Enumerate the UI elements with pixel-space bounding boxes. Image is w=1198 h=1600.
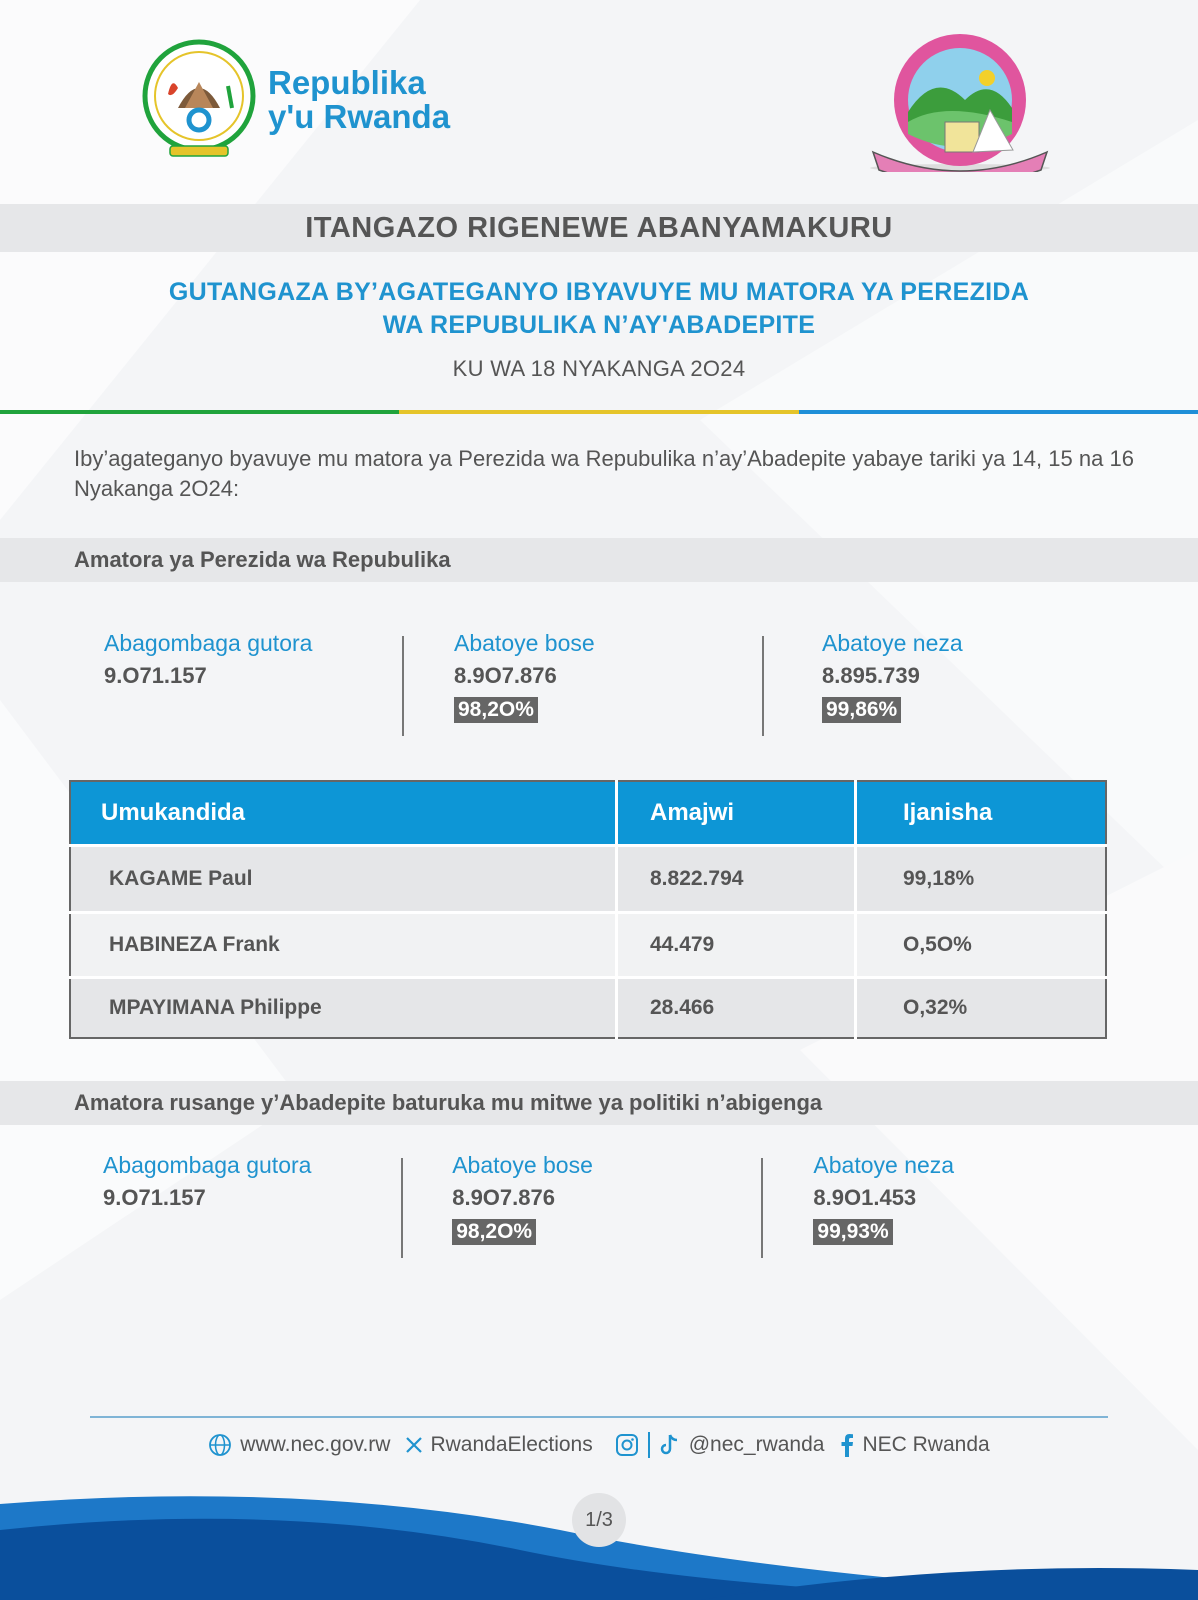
stat-label: Abatoye neza <box>813 1152 955 1178</box>
subtitle-line1: GUTANGAZA BY’AGATEGANYO IBYAVUYE MU MATORA YA PEREZIDA <box>168 278 1030 306</box>
stat-value: 9.O71.157 <box>103 1185 206 1210</box>
logo-text-line2: y'u Rwanda <box>268 98 451 135</box>
page-title-text: ITANGAZO RIGENEWE ABANYAMAKURU <box>305 211 893 244</box>
presidential-stats <box>104 630 1004 723</box>
subtitle-line2: WA REPUBULIKA N’AY'ABADEPITE <box>382 311 816 339</box>
col-header-candidate: Umukandida <box>70 781 617 846</box>
stat-value: 8.9O7.876 <box>454 663 557 688</box>
section-heading-parliamentary <box>0 1081 1198 1125</box>
stat-value: 8.9O1.453 <box>813 1185 917 1210</box>
logo-text-line1: Republika <box>268 64 426 101</box>
stat-label: Abatoye bose <box>452 1152 593 1178</box>
col-header-percent: Ijanisha <box>856 781 1107 846</box>
footer-facebook[interactable] <box>840 1433 989 1457</box>
facebook-icon <box>840 1433 854 1457</box>
republika-logo <box>140 38 450 162</box>
page-number: 1/3 <box>572 1493 626 1547</box>
subtitle <box>0 276 1198 342</box>
stat-percent-badge: 99,86% <box>822 697 901 723</box>
parliamentary-stats <box>103 1152 1003 1245</box>
x-logo-icon <box>406 1437 422 1453</box>
globe-icon <box>208 1433 232 1457</box>
stat-voted <box>452 1152 813 1245</box>
section-heading-text: Amatora rusange y’Abadepite baturuka mu mitwe ya politiki n’abigenga <box>74 1090 823 1115</box>
table-row <box>70 978 1106 1039</box>
col-header-votes: Amajwi <box>617 781 856 846</box>
section-heading-presidential <box>0 538 1198 582</box>
candidate-name: HABINEZA Frank <box>70 913 617 978</box>
stat-percent-badge: 98,2O% <box>454 697 538 723</box>
website-text: www.nec.gov.rw <box>240 1433 391 1456</box>
candidate-percent: O,5O% <box>856 913 1107 978</box>
candidate-name: KAGAME Paul <box>70 846 617 913</box>
footer-contacts <box>0 1432 1198 1458</box>
stat-percent-badge: 98,2O% <box>452 1219 536 1245</box>
stat-label: Abatoye neza <box>822 630 963 656</box>
stat-registered <box>103 1152 452 1245</box>
table-header-row <box>70 781 1106 846</box>
stat-label: Abagombaga gutora <box>103 1152 312 1178</box>
section-heading-text: Amatora ya Perezida wa Repubulika <box>74 547 451 572</box>
nec-rwanda-seal-icon <box>865 30 1055 172</box>
candidate-votes: 44.479 <box>617 913 856 978</box>
footer-social[interactable] <box>615 1432 825 1458</box>
stat-voted <box>454 630 822 723</box>
intro-paragraph: Iby’agateganyo byavuye mu matora ya Perezida wa Repubulika n’ay’Abadepite yabaye tariki ya 14, 15 na 16 Nyakanga 2O24: <box>74 446 1134 501</box>
flag-tricolor-line <box>0 410 1198 414</box>
separator-icon <box>647 1432 651 1458</box>
stat-value: 8.895.739 <box>822 663 920 688</box>
divider <box>401 1158 403 1258</box>
stat-value: 8.9O7.876 <box>452 1185 555 1210</box>
stat-valid <box>813 1152 1003 1245</box>
facebook-text: NEC Rwanda <box>862 1433 990 1456</box>
footer-x[interactable] <box>406 1433 592 1457</box>
divider <box>761 1158 763 1258</box>
candidate-votes: 8.822.794 <box>617 846 856 913</box>
candidate-votes: 28.466 <box>617 978 856 1039</box>
footer-divider <box>90 1416 1108 1418</box>
page-title <box>0 204 1198 252</box>
table-row <box>70 913 1106 978</box>
social-handle-text: @nec_rwanda <box>688 1433 825 1456</box>
stat-percent-badge: 99,93% <box>813 1219 892 1245</box>
stat-value: 9.O71.157 <box>104 663 207 688</box>
candidate-name: MPAYIMANA Philippe <box>70 978 617 1039</box>
x-handle-text: RwandaElections <box>430 1433 593 1456</box>
candidates-table <box>69 780 1107 1039</box>
candidate-percent: 99,18% <box>856 846 1107 913</box>
table-row <box>70 846 1106 913</box>
divider <box>762 636 764 736</box>
instagram-icon <box>615 1433 639 1457</box>
rwanda-coat-of-arms-icon <box>140 38 258 162</box>
candidate-percent: O,32% <box>856 978 1107 1039</box>
stat-valid <box>822 630 1002 723</box>
stat-label: Abagombaga gutora <box>104 630 313 656</box>
footer-website[interactable] <box>208 1433 390 1457</box>
divider <box>402 636 404 736</box>
release-date: KU WA 18 NYAKANGA 2O24 <box>452 356 746 381</box>
stat-label: Abatoye bose <box>454 630 595 656</box>
tiktok-icon <box>659 1433 681 1457</box>
